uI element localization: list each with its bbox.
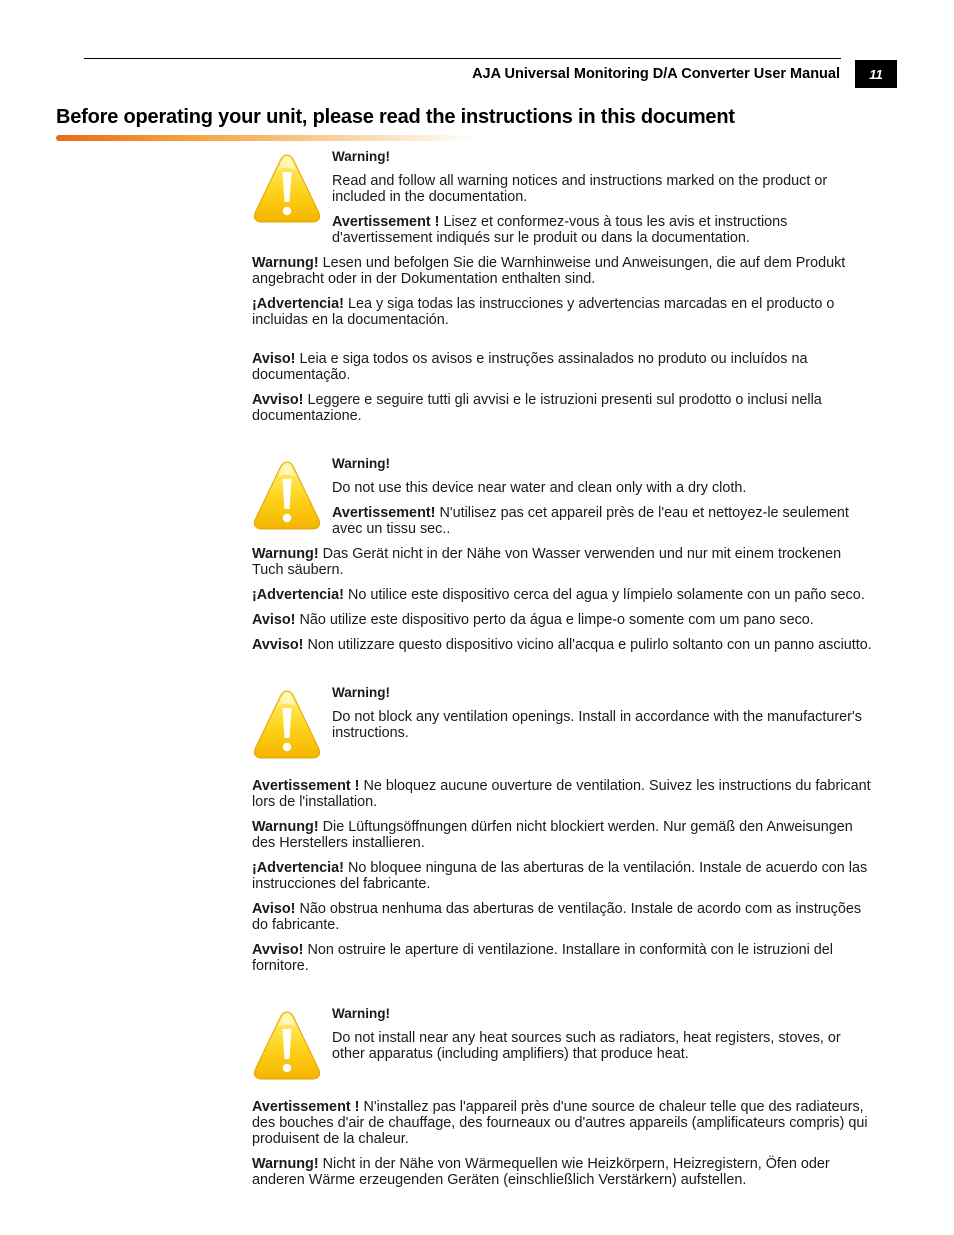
warning-text-fr <box>252 1099 874 1147</box>
lang-label-de: Warnung! <box>252 546 319 562</box>
warning-text: N'utilisez pas cet appareil près de l'eau et nettoyez-le seulement avec un tissu sec.. <box>332 505 849 537</box>
warning-text: Non ostruire le aperture di ventilazione. Installare in conformità con le istruzioni del fornitore. <box>252 942 833 974</box>
warning-text-de <box>252 255 874 287</box>
warning-text: N'installez pas l'appareil près d'une source de chaleur telle que des radiateurs, des bouches d'air de chauffage, des fourneaux ou d'autres appareils (amplificateurs compris) qui produisent de la chaleur. <box>252 1099 868 1147</box>
spacer <box>252 337 874 351</box>
warning-triangle-icon <box>252 688 322 760</box>
warning-text: No bloquee ninguna de las aberturas de la ventilación. Instale de acuerdo con las instrucciones del fabricante. <box>252 860 868 892</box>
warning-text-de <box>252 546 874 578</box>
warning-text-es <box>252 296 874 328</box>
warning-block-3 <box>252 684 874 764</box>
lang-label-es: ¡Advertencia! <box>252 860 344 876</box>
lang-label-fr: Avertissement ! <box>332 214 440 230</box>
spacer <box>252 662 874 684</box>
warning-text: Nicht in der Nähe von Wärmequellen wie Heizkörpern, Heizregistern, Öfen oder anderen Wärme erzeugenden Geräten (einschließlich Verstärkern) aufstellen. <box>252 1156 830 1188</box>
warning-text: Das Gerät nicht in der Nähe von Wasser verwenden und nur mit einem trockenen Tuch säubern. <box>252 546 842 578</box>
warning-text-en: Do not install near any heat sources such as radiators, heat registers, stoves, or other apparatus (including amplifiers) that produce heat. <box>332 1030 841 1062</box>
warning-triangle-icon <box>252 152 322 224</box>
warning-label: Warning! <box>332 149 390 164</box>
warning-text-fr <box>252 778 874 810</box>
warning-block-2 <box>252 455 874 537</box>
warning-text: Não utilize este dispositivo perto da água e limpe-o somente com um pano seco. <box>295 612 814 628</box>
warning-text-es <box>252 587 874 603</box>
warning-text-en: Read and follow all warning notices and instructions marked on the product or included in the documentation. <box>332 173 828 205</box>
content <box>252 148 874 1197</box>
page-number <box>855 60 897 88</box>
warning-text-es <box>252 860 874 892</box>
warning-text-en: Do not use this device near water and clean only with a dry cloth. <box>332 480 747 496</box>
warning-text: Lesen und befolgen Sie die Warnhinweise und Anweisungen, die auf dem Produkt angebracht oder in der Dokumentation enthalten sind. <box>252 255 846 287</box>
warning-text-en: Do not block any ventilation openings. Install in accordance with the manufacturer's instructions. <box>332 709 862 741</box>
lang-label-es: ¡Advertencia! <box>252 587 344 603</box>
page-number-text: 11 <box>869 66 883 82</box>
lang-label-pt: Aviso! <box>252 351 296 367</box>
lang-label-pt: Aviso! <box>252 612 296 628</box>
lang-label-pt: Aviso! <box>252 901 296 917</box>
lang-label-fr: Avertissement! <box>332 505 436 521</box>
warning-text: Non utilizzare questo dispositivo vicino all'acqua e pulirlo soltanto con un panno asciutto. <box>303 637 872 653</box>
warning-text-de <box>252 1156 874 1188</box>
lang-label-fr: Avertissement ! <box>252 778 360 794</box>
warning-text: Lea y siga todas las instrucciones y advertencias marcadas en el producto o incluidas en la documentación. <box>252 296 835 328</box>
lang-label-de: Warnung! <box>252 1156 319 1172</box>
lang-label-it: Avviso! <box>252 942 304 958</box>
warning-text: Die Lüftungsöffnungen dürfen nicht blockiert werden. Nur gemäß den Anweisungen des Herstellers installieren. <box>252 819 853 851</box>
spacer <box>252 433 874 455</box>
warning-text-it <box>252 392 874 424</box>
warning-label: Warning! <box>332 685 390 700</box>
header-title: AJA Universal Monitoring D/A Converter User Manual <box>472 66 840 82</box>
lang-label-fr: Avertissement ! <box>252 1099 360 1115</box>
warning-text: Leggere e seguire tutti gli avvisi e le istruzioni presenti sul prodotto o inclusi nella documentazione. <box>252 392 822 424</box>
warning-text-fr <box>332 505 874 537</box>
lang-label-es: ¡Advertencia! <box>252 296 344 312</box>
section-heading: Before operating your unit, please read the instructions in this document <box>56 106 735 128</box>
warning-text: No utilice este dispositivo cerca del agua y límpielo solamente con un paño seco. <box>343 587 865 603</box>
warning-triangle-icon <box>252 1009 322 1081</box>
warning-text: Ne bloquez aucune ouverture de ventilation. Suivez les instructions du fabricant lors de l'installation. <box>252 778 871 810</box>
warning-text-it <box>252 637 874 653</box>
warning-label: Warning! <box>332 1006 390 1021</box>
heading-underline <box>56 135 476 141</box>
header-rule <box>84 58 841 59</box>
warning-block-1 <box>252 148 874 246</box>
warning-text-it <box>252 942 874 974</box>
spacer <box>252 983 874 1005</box>
warning-text-pt <box>252 351 874 383</box>
warning-text-pt <box>252 901 874 933</box>
lang-label-de: Warnung! <box>252 255 319 271</box>
spacer <box>252 764 874 778</box>
warning-block-4 <box>252 1005 874 1085</box>
warning-text: Leia e siga todos os avisos e instruções assinalados no produto ou incluídos na documentação. <box>252 351 808 383</box>
lang-label-it: Avviso! <box>252 392 304 408</box>
warning-text-fr <box>332 214 874 246</box>
warning-triangle-icon <box>252 459 322 531</box>
lang-label-it: Avviso! <box>252 637 304 653</box>
warning-label: Warning! <box>332 456 390 471</box>
warning-text: Lisez et conformez-vous à tous les avis et instructions d'avertissement indiqués sur le produit ou dans la documentation. <box>332 214 788 246</box>
warning-text-pt <box>252 612 874 628</box>
warning-text: Não obstrua nenhuma das aberturas de ventilação. Instale de acordo com as instruções do fabricante. <box>252 901 862 933</box>
spacer <box>252 1085 874 1099</box>
lang-label-de: Warnung! <box>252 819 319 835</box>
warning-text-de <box>252 819 874 851</box>
